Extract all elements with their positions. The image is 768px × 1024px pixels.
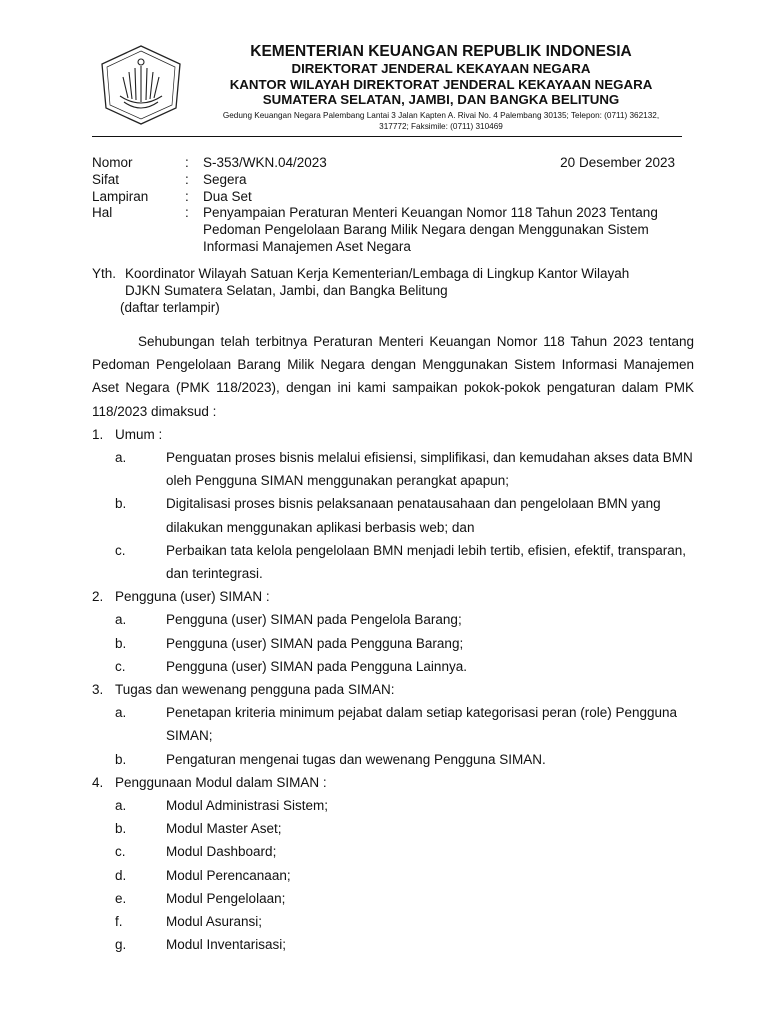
item-letter: c.	[115, 658, 126, 674]
meta-colon: :	[185, 171, 189, 187]
item-text: Modul Dashboard;	[166, 844, 277, 860]
letterhead-address	[188, 110, 694, 132]
section-number: 3.	[92, 682, 104, 698]
item-letter: e.	[115, 890, 127, 906]
section-item	[92, 423, 694, 585]
intro-paragraph: Sehubungan telah terbitnya Peraturan Menteri Keuangan Nomor 118 Tahun 2023 tentang Pedoman Pengelolaan Barang Milik Negara dengan Menggunakan Sistem Informasi Manajemen Aset Negara (PMK 118/2023), dengan ini kami sampaikan pokok-pokok pengaturan dalam PMK 118/2023 dimaksud :	[92, 334, 694, 419]
list-item	[115, 539, 694, 585]
meta-value: Penyampaian Peraturan Menteri Keuangan Nomor 118 Tahun 2023 Tentang Pedoman Pengelolaan Barang Milik Negara dengan Menggunakan Sistem Informasi Manajemen Aset Negara	[203, 205, 658, 254]
recipient-line-3: (daftar terlampir)	[120, 299, 220, 315]
meta-colon: :	[185, 155, 189, 170]
list-item	[115, 887, 694, 910]
subitem-list	[115, 794, 694, 956]
meta-row-lampiran	[92, 189, 692, 206]
list-item	[115, 910, 694, 933]
meta-row-nomor	[92, 155, 692, 172]
section-title: Pengguna (user) SIMAN :	[115, 589, 270, 605]
address-line-1: Gedung Keuangan Negara Palembang Lantai 3 Jalan Kapten A. Rivai No. 4 Palembang 30135; Telepon: (0711) 362132,	[222, 110, 660, 120]
section-item	[92, 678, 694, 771]
item-text: Pengguna (user) SIMAN pada Pengguna Lainnya.	[166, 658, 467, 674]
section-list	[92, 423, 694, 957]
letterhead-directorate: DIREKTORAT JENDERAL KEKAYAAN NEGARA	[291, 61, 591, 76]
item-text: Modul Perencanaan;	[166, 867, 291, 883]
meta-row-hal	[92, 205, 692, 255]
item-text: Pengaturan mengenai tugas dan wewenang Pengguna SIMAN.	[166, 751, 546, 767]
letterhead-region: SUMATERA SELATAN, JAMBI, DAN BANGKA BELITUNG	[262, 92, 620, 107]
letter-meta	[92, 155, 692, 256]
item-text: Penguatan proses bisnis melalui efisiensi, simplifikasi, dan kemudahan akses data BMN oleh Pengguna SIMAN menggunakan perangkat apapun;	[166, 450, 693, 489]
list-item	[115, 933, 694, 956]
letter-body	[92, 330, 694, 956]
list-item	[115, 446, 694, 492]
section-title: Tugas dan wewenang pengguna pada SIMAN:	[115, 682, 395, 698]
list-item	[115, 492, 694, 538]
meta-value: Dua Set	[203, 188, 252, 204]
item-text: Perbaikan tata kelola pengelolaan BMN menjadi lebih tertib, efisien, efektif, transparan, dan terintegrasi.	[166, 542, 687, 582]
address-line-2: 317772; Faksimile: (0711) 310469	[379, 121, 503, 131]
meta-value: Segera	[203, 171, 247, 187]
section-number: 2.	[92, 589, 104, 605]
item-text: Modul Administrasi Sistem;	[166, 798, 329, 814]
section-title: Umum :	[115, 426, 163, 442]
item-text: Pengguna (user) SIMAN pada Pengelola Barang;	[166, 612, 462, 628]
section-number: 1.	[92, 426, 104, 442]
meta-label: Sifat	[92, 171, 120, 187]
list-item	[115, 817, 694, 840]
letterhead	[188, 42, 694, 132]
item-letter: b.	[115, 496, 127, 512]
subitem-list	[115, 446, 694, 585]
item-letter: b.	[115, 635, 127, 651]
recipient	[92, 266, 692, 316]
item-text: Modul Asuransi;	[166, 914, 263, 930]
meta-colon: :	[185, 205, 189, 221]
item-letter: g.	[115, 937, 127, 953]
section-item	[92, 771, 694, 957]
recipient-line-1: Koordinator Wilayah Satuan Kerja Kementerian/Lembaga di Lingkup Kantor Wilayah	[125, 266, 630, 281]
meta-row-sifat	[92, 172, 692, 189]
subitem-list	[115, 608, 694, 678]
section-item	[92, 585, 694, 678]
meta-value: S-353/WKN.04/2023	[203, 155, 327, 170]
item-text: Modul Pengelolaan;	[166, 890, 286, 906]
item-letter: a.	[115, 798, 127, 814]
kemenkeu-logo	[96, 44, 186, 126]
letterhead-divider	[92, 136, 682, 137]
item-letter: f.	[115, 914, 123, 930]
item-text: Penetapan kriteria minimum pejabat dalam setiap kategorisasi peran (role) Pengguna SIMAN;	[166, 705, 678, 744]
meta-colon: :	[185, 188, 189, 204]
list-item	[115, 655, 694, 678]
item-letter: a.	[115, 612, 127, 628]
letter-date: 20 Desember 2023	[560, 155, 675, 170]
list-item	[115, 632, 694, 655]
list-item	[115, 864, 694, 887]
item-text: Modul Inventarisasi;	[166, 937, 287, 953]
list-item	[115, 794, 694, 817]
item-letter: c.	[115, 844, 126, 860]
subitem-list	[115, 701, 694, 771]
recipient-line-2: DJKN Sumatera Selatan, Jambi, dan Bangka Belitung	[125, 282, 448, 298]
meta-label: Nomor	[92, 155, 133, 170]
list-item	[115, 608, 694, 631]
section-title: Penggunaan Modul dalam SIMAN :	[115, 774, 327, 790]
section-number: 4.	[92, 774, 104, 790]
list-item	[115, 840, 694, 863]
list-item	[115, 748, 694, 771]
item-text: Pengguna (user) SIMAN pada Pengguna Barang;	[166, 635, 464, 651]
meta-label: Hal	[92, 205, 113, 221]
item-letter: b.	[115, 821, 127, 837]
recipient-prefix: Yth.	[92, 266, 117, 281]
item-text: Modul Master Aset;	[166, 821, 282, 837]
item-letter: d.	[115, 867, 127, 883]
item-letter: b.	[115, 751, 127, 767]
item-letter: a.	[115, 450, 127, 466]
item-letter: c.	[115, 542, 126, 558]
meta-label: Lampiran	[92, 188, 149, 204]
item-letter: a.	[115, 705, 127, 721]
list-item	[115, 701, 694, 747]
item-text: Digitalisasi proses bisnis pelaksanaan penatausahaan dan pengelolaan BMN yang dilakukan menggunakan aplikasi berbasis web; dan	[166, 496, 661, 535]
letterhead-ministry: KEMENTERIAN KEUANGAN REPUBLIK INDONESIA	[250, 43, 632, 60]
letterhead-office: KANTOR WILAYAH DIREKTORAT JENDERAL KEKAYAAN NEGARA	[229, 76, 653, 92]
